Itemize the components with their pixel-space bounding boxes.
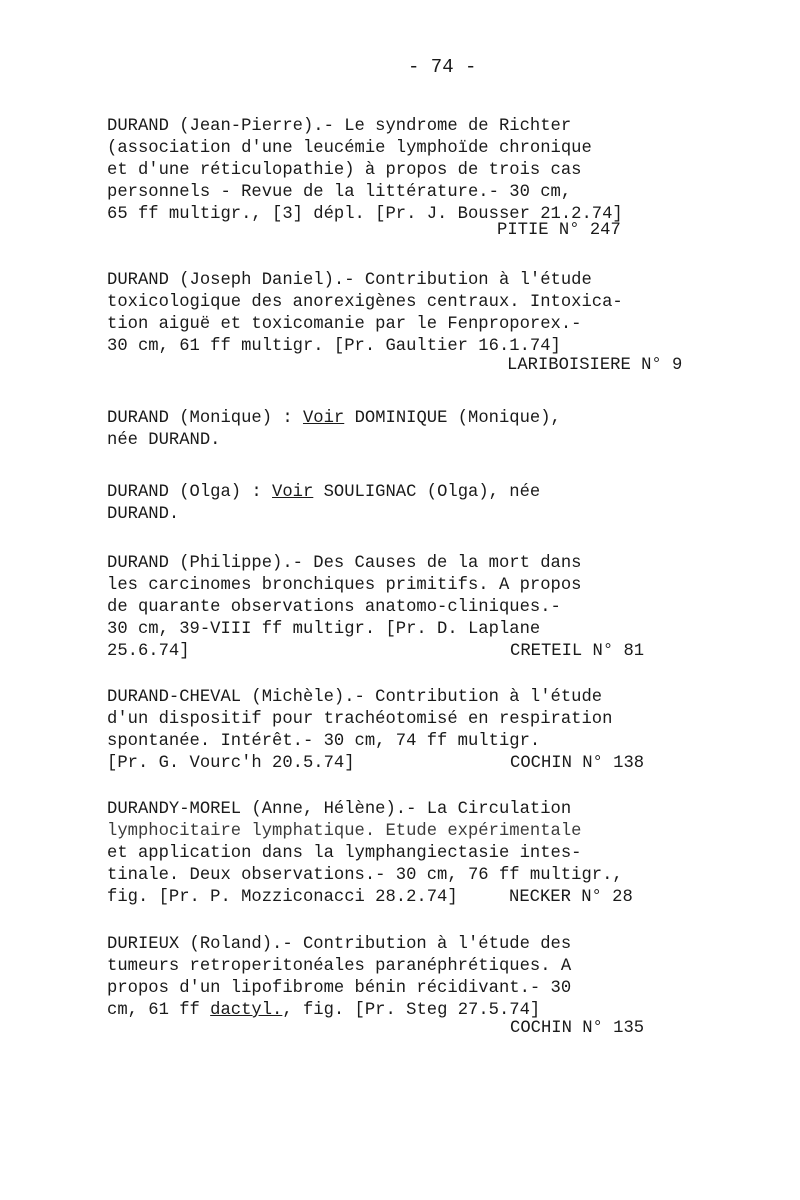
entry-line: d'un dispositif pour trachéotomisé en respiration [107, 710, 613, 729]
entry-line: et d'une réticulopathie) à propos de trois cas [107, 161, 582, 180]
entry-line: DURANDY-MOREL (Anne, Hélène).- La Circulation [107, 800, 572, 819]
entry-line: spontanée. Intérêt.- 30 cm, 74 ff multigr. [107, 732, 541, 751]
underlined-text: dactyl. [210, 1001, 283, 1020]
entry-line: DURAND (Joseph Daniel).- Contribution à l'étude [107, 271, 592, 290]
entry-line: DURAND. [107, 505, 180, 524]
bibliography-entry [107, 799, 697, 909]
bibliography-entry [107, 687, 697, 775]
entry-line: propos d'un lipofibrome bénin récidivant.- 30 [107, 979, 572, 998]
library-reference: COCHIN N° 138 [510, 754, 645, 773]
entry-line: tinale. Deux observations.- 30 cm, 76 ff multigr., [107, 866, 623, 885]
entry-line: cm, 61 ff dactyl., fig. [Pr. Steg 27.5.74] [107, 1001, 541, 1020]
bibliography-entry [107, 553, 697, 663]
library-reference: NECKER N° 28 [509, 888, 633, 907]
entry-line: [Pr. G. Vourc'h 20.5.74] [107, 754, 355, 773]
entry-line: 65 ff multigr., [3] dépl. [Pr. J. Bousser 21.2.74] [107, 205, 623, 224]
entry-line: 30 cm, 61 ff multigr. [Pr. Gaultier 16.1.74] [107, 337, 561, 356]
entry-line: personnels - Revue de la littérature.- 30 cm, [107, 183, 572, 202]
entry-line: DURIEUX (Roland).- Contribution à l'étude des [107, 935, 572, 954]
entry-line: 25.6.74] [107, 642, 190, 661]
entry-line: les carcinomes bronchiques primitifs. A propos [107, 576, 582, 595]
bibliography-entry [107, 482, 697, 526]
entry-line: fig. [Pr. P. Mozziconacci 28.2.74] [107, 888, 458, 907]
entry-line: DURAND-CHEVAL (Michèle).- Contribution à l'étude [107, 688, 603, 707]
entry-line: tumeurs retroperitonéales paranéphrétiques. A [107, 957, 572, 976]
entry-line: lymphocitaire lymphatique. Etude expérimentale [107, 822, 582, 841]
bibliography-entry [107, 116, 697, 240]
library-reference: LARIBOISIERE N° 9 [507, 356, 683, 375]
bibliography-entry [107, 934, 697, 1038]
entry-line: DURAND (Jean-Pierre).- Le syndrome de Richter [107, 117, 572, 136]
entry-line: DURAND (Olga) : Voir SOULIGNAC (Olga), née [107, 483, 541, 502]
entry-line: de quarante observations anatomo-cliniques.- [107, 598, 561, 617]
entry-line: née DURAND. [107, 431, 221, 450]
entry-line: (association d'une leucémie lymphoïde chronique [107, 139, 592, 158]
entry-line: DURAND (Monique) : Voir DOMINIQUE (Monique), [107, 409, 561, 428]
bibliography-entry [107, 270, 697, 375]
entry-line: DURAND (Philippe).- Des Causes de la mort dans [107, 554, 582, 573]
library-reference: CRETEIL N° 81 [510, 642, 645, 661]
entry-line: 30 cm, 39-VIII ff multigr. [Pr. D. Laplane [107, 620, 541, 639]
entry-line: et application dans la lymphangiectasie intes- [107, 844, 582, 863]
voir-link-text: Voir [272, 483, 314, 502]
entry-line: tion aiguë et toxicomanie par le Fenproporex.- [107, 315, 582, 334]
bibliography-entry [107, 408, 697, 452]
voir-link-text: Voir [302, 409, 345, 428]
page-number: - 74 - [408, 56, 477, 78]
library-reference: COCHIN N° 135 [510, 1019, 645, 1038]
entry-line: toxicologique des anorexigènes centraux. Intoxica- [107, 293, 623, 312]
library-reference: PITIE N° 247 [497, 221, 621, 240]
